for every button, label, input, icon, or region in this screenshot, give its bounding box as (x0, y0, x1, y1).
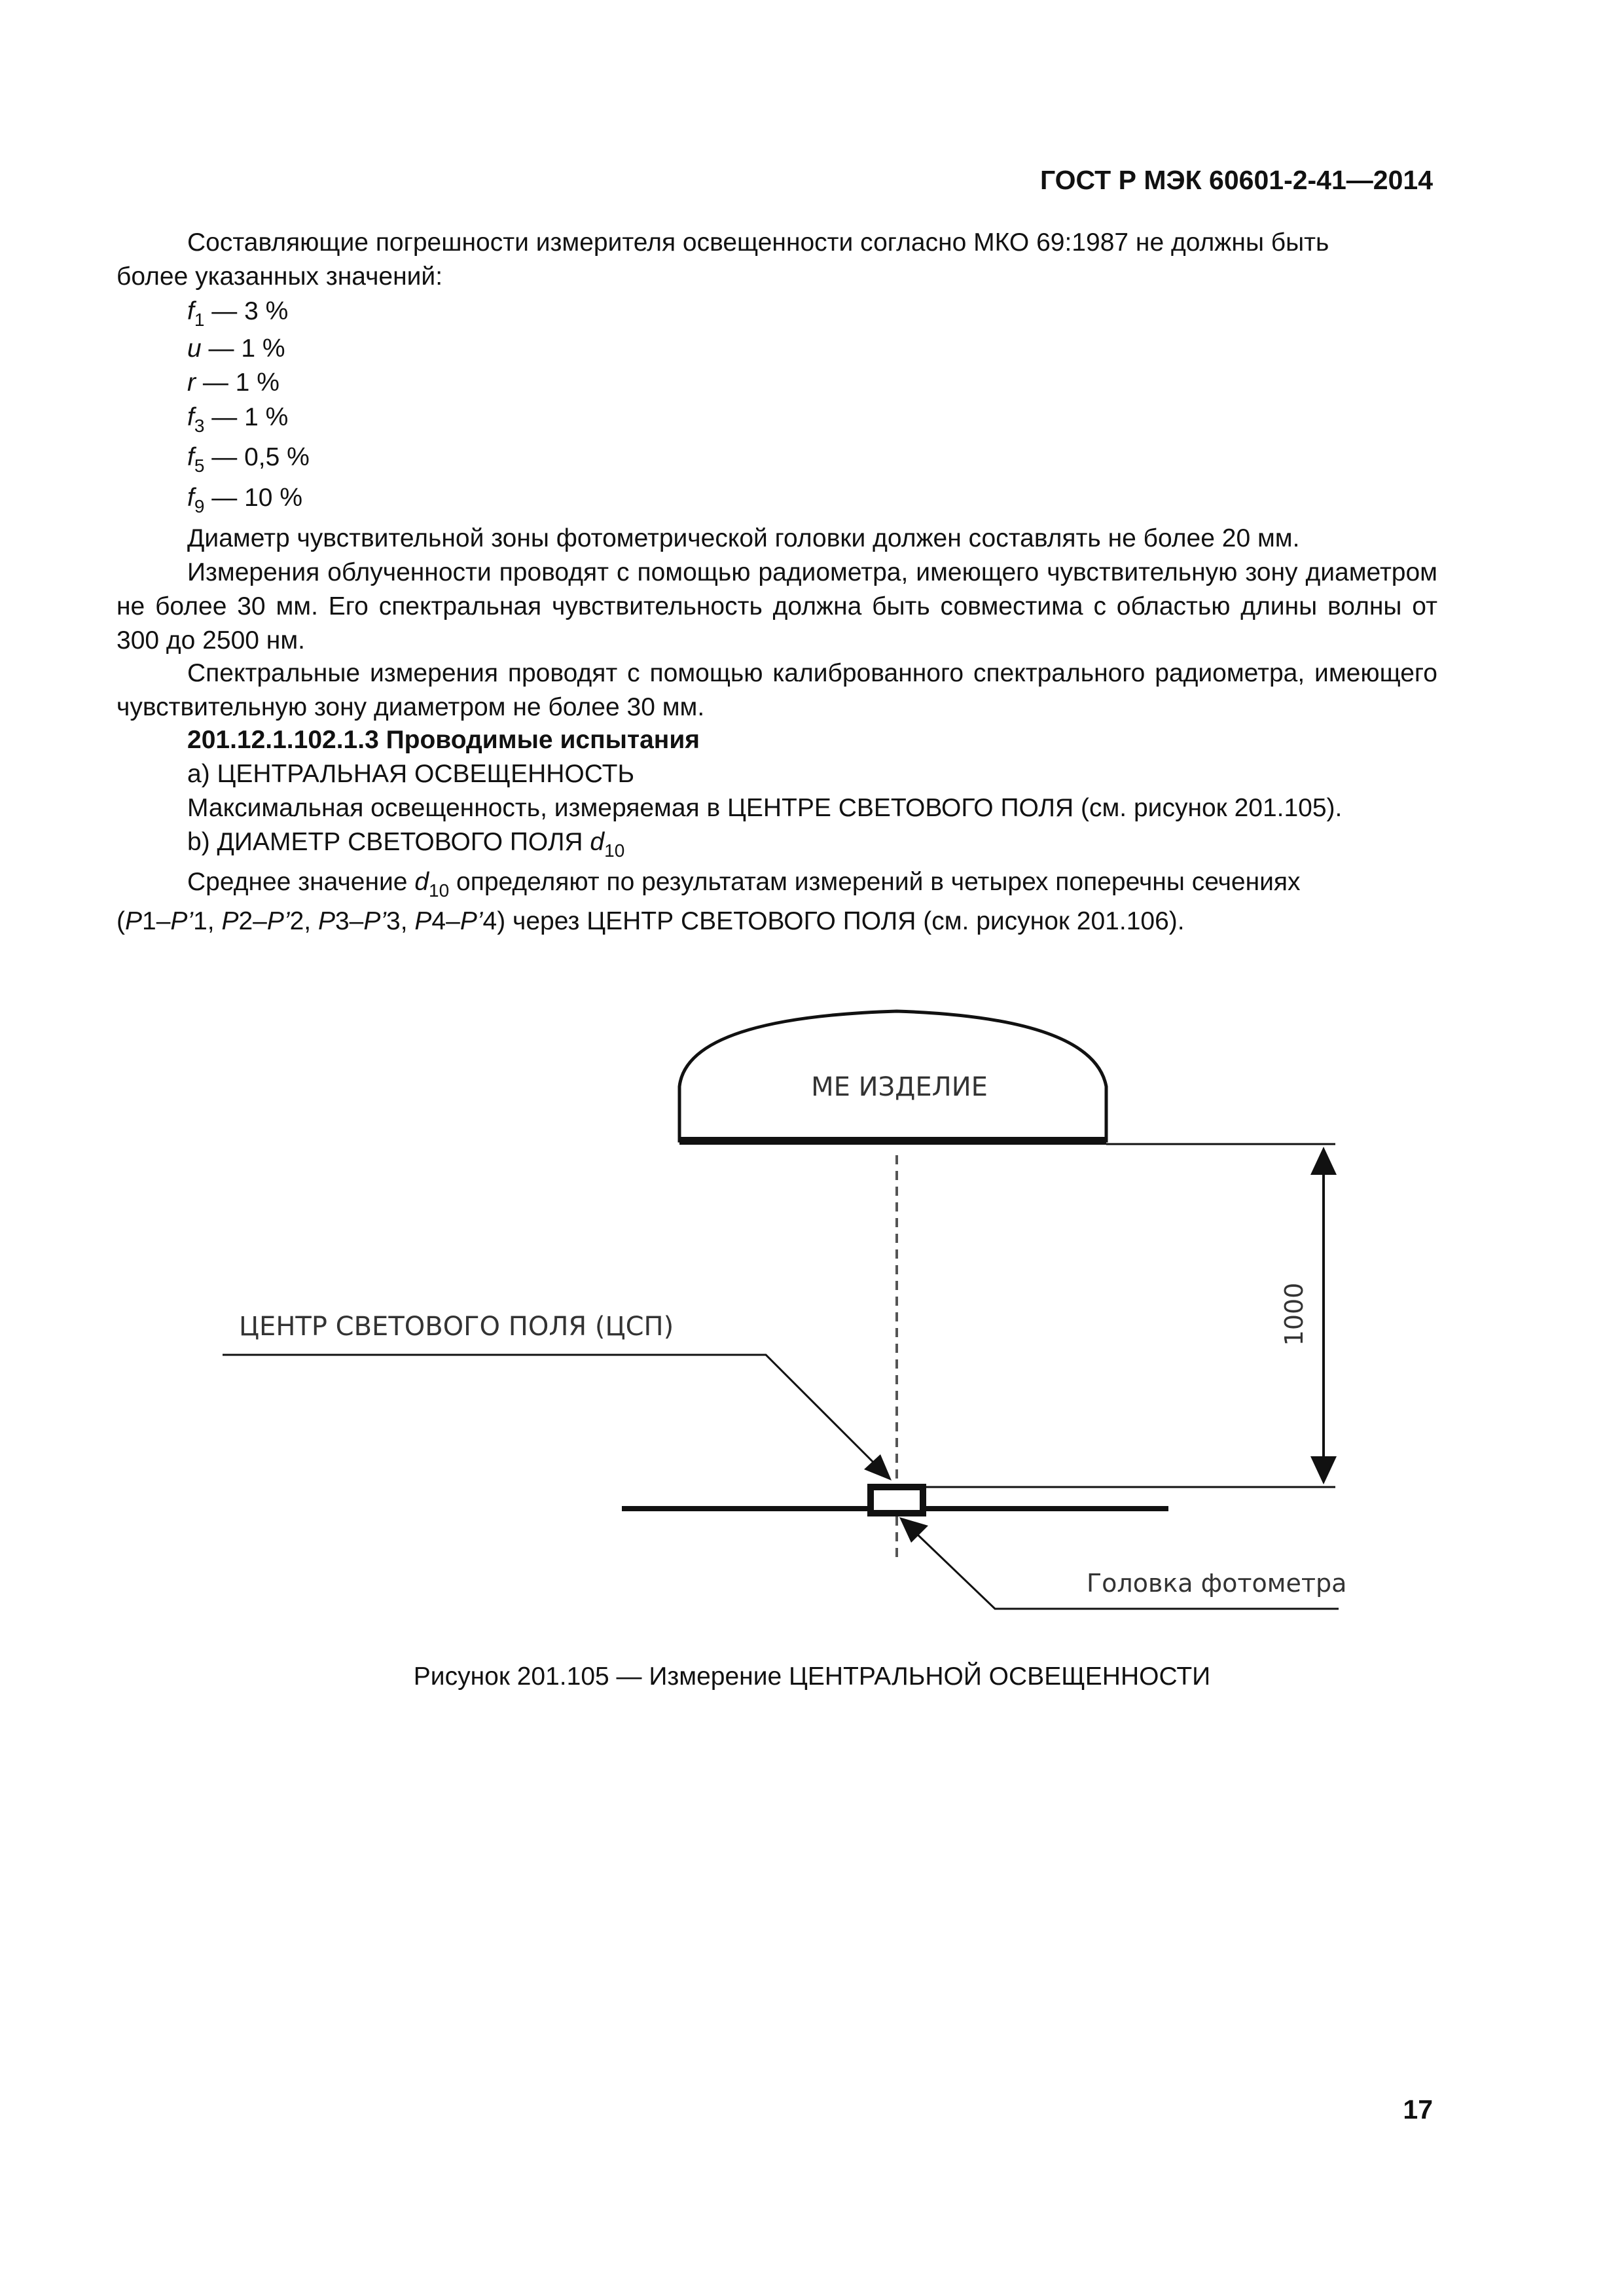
dimension-arrow-up (1310, 1147, 1337, 1175)
item-b-subscript: 10 (604, 840, 625, 861)
section-p3-prime-num: 3, (386, 907, 415, 935)
center-of-light-field-label: ЦЕНТР СВЕТОВОГО ПОЛЯ (ЦСП) (239, 1312, 674, 1342)
error-symbol: f (187, 403, 194, 431)
error-value: — 1 % (202, 368, 280, 397)
dimension-arrow-down (1310, 1456, 1337, 1484)
error-item-u (187, 332, 285, 366)
section-p3-prime: P’ (363, 907, 387, 935)
paren-open: ( (117, 907, 125, 935)
section-p4-num: 4– (431, 907, 460, 935)
section-p4-prime-num: 4) через ЦЕНТР СВЕТОВОГО ПОЛЯ (см. рисунок 201.106). (482, 907, 1185, 935)
section-p2-num: 2– (238, 907, 267, 935)
section-p1-prime-num: 1, (193, 907, 222, 935)
error-symbol: f (187, 484, 194, 512)
intro-line-1: Составляющие погрешности измерителя освещенности согласно МКО 69:1987 не должны быть (187, 228, 1329, 257)
error-item-f3 (187, 401, 288, 443)
section-p2: P (221, 907, 239, 935)
error-subscript: 1 (194, 310, 205, 330)
error-subscript: 5 (194, 456, 205, 476)
error-value: — 3 % (211, 297, 289, 325)
error-symbol: f (187, 443, 194, 471)
paragraph-mean-line-1 (117, 865, 1437, 908)
section-p2-prime: P’ (266, 907, 290, 935)
item-b-heading (117, 825, 1437, 868)
item-a-heading: а) ЦЕНТРАЛЬНАЯ ОСВЕЩЕННОСТЬ (187, 760, 635, 788)
mean-subscript: 10 (429, 880, 450, 901)
document-code-header: ГОСТ Р МЭК 60601-2-41—2014 (1039, 165, 1433, 195)
error-item-r (187, 366, 280, 400)
photometer-leader-arrow (899, 1517, 928, 1543)
item-b-prefix: b) ДИАМЕТР СВЕТОВОГО ПОЛЯ (187, 828, 590, 856)
section-p3-num: 3– (334, 907, 364, 935)
figure-central-illuminance (0, 982, 1624, 1649)
error-subscript: 9 (194, 496, 205, 516)
error-value: — 10 % (211, 484, 302, 512)
center-leader-line (223, 1355, 874, 1463)
section-p2-prime-num: 2, (289, 907, 318, 935)
error-symbol: f (187, 297, 194, 325)
photometer-head (871, 1487, 923, 1513)
me-device-label: МЕ ИЗДЕЛИЕ (811, 1072, 988, 1102)
section-p1-num: 1– (142, 907, 171, 935)
mean-pre: Среднее значение (187, 868, 415, 896)
error-value: — 0,5 % (211, 443, 310, 471)
error-symbol: u (187, 334, 202, 363)
mean-post: определяют по результатам измерений в четырех поперечны сечениях (449, 868, 1301, 896)
paragraph-mean-line-2 (117, 905, 1437, 939)
section-p1-prime: P’ (170, 907, 194, 935)
intro-line-2: более указанных значений: (117, 262, 443, 291)
error-item-f5 (187, 440, 310, 483)
section-p1: P (125, 907, 143, 935)
dimension-label: 1000 (1280, 1282, 1308, 1346)
error-item-f1 (187, 295, 288, 337)
error-symbol: r (187, 368, 196, 397)
page-number: 17 (1403, 2094, 1433, 2125)
error-subscript: 3 (194, 416, 205, 436)
error-value: — 1 % (211, 403, 289, 431)
mean-symbol: d (414, 868, 429, 896)
figure-caption: Рисунок 201.105 — Измерение ЦЕНТРАЛЬНОЙ ОСВЕЩЕННОСТИ (413, 1662, 1211, 1691)
section-p4-prime: P’ (460, 907, 483, 935)
error-value: — 1 % (208, 334, 285, 363)
paragraph-spectral: Спектральные измерения проводят с помощью калиброванного спектрального радиометра, имеющего чувствительную зону диаметром не более 30 мм. (117, 659, 1437, 721)
section-heading: 201.12.1.102.1.3 Проводимые испытания (187, 726, 700, 754)
paragraph-diameter: Диаметр чувствительной зоны фотометрической головки должен составлять не более 20 мм. (187, 524, 1300, 552)
paragraph-irradiance: Измерения облученности проводят с помощью радиометра, имеющего чувствительную зону диаметром не более 30 мм. Его спектральная чувствительность должна быть совместима с областью длины волны от 300 до 2500 нм. (117, 558, 1437, 655)
section-p4: P (414, 907, 432, 935)
item-b-symbol: d (590, 828, 605, 856)
section-p3: P (317, 907, 335, 935)
error-item-f9 (187, 481, 302, 524)
item-a-text: Максимальная освещенность, измеряемая в ЦЕНТРЕ СВЕТОВОГО ПОЛЯ (см. рисунок 201.105). (187, 794, 1343, 822)
photometer-head-label: Головка фотометра (1087, 1569, 1347, 1598)
